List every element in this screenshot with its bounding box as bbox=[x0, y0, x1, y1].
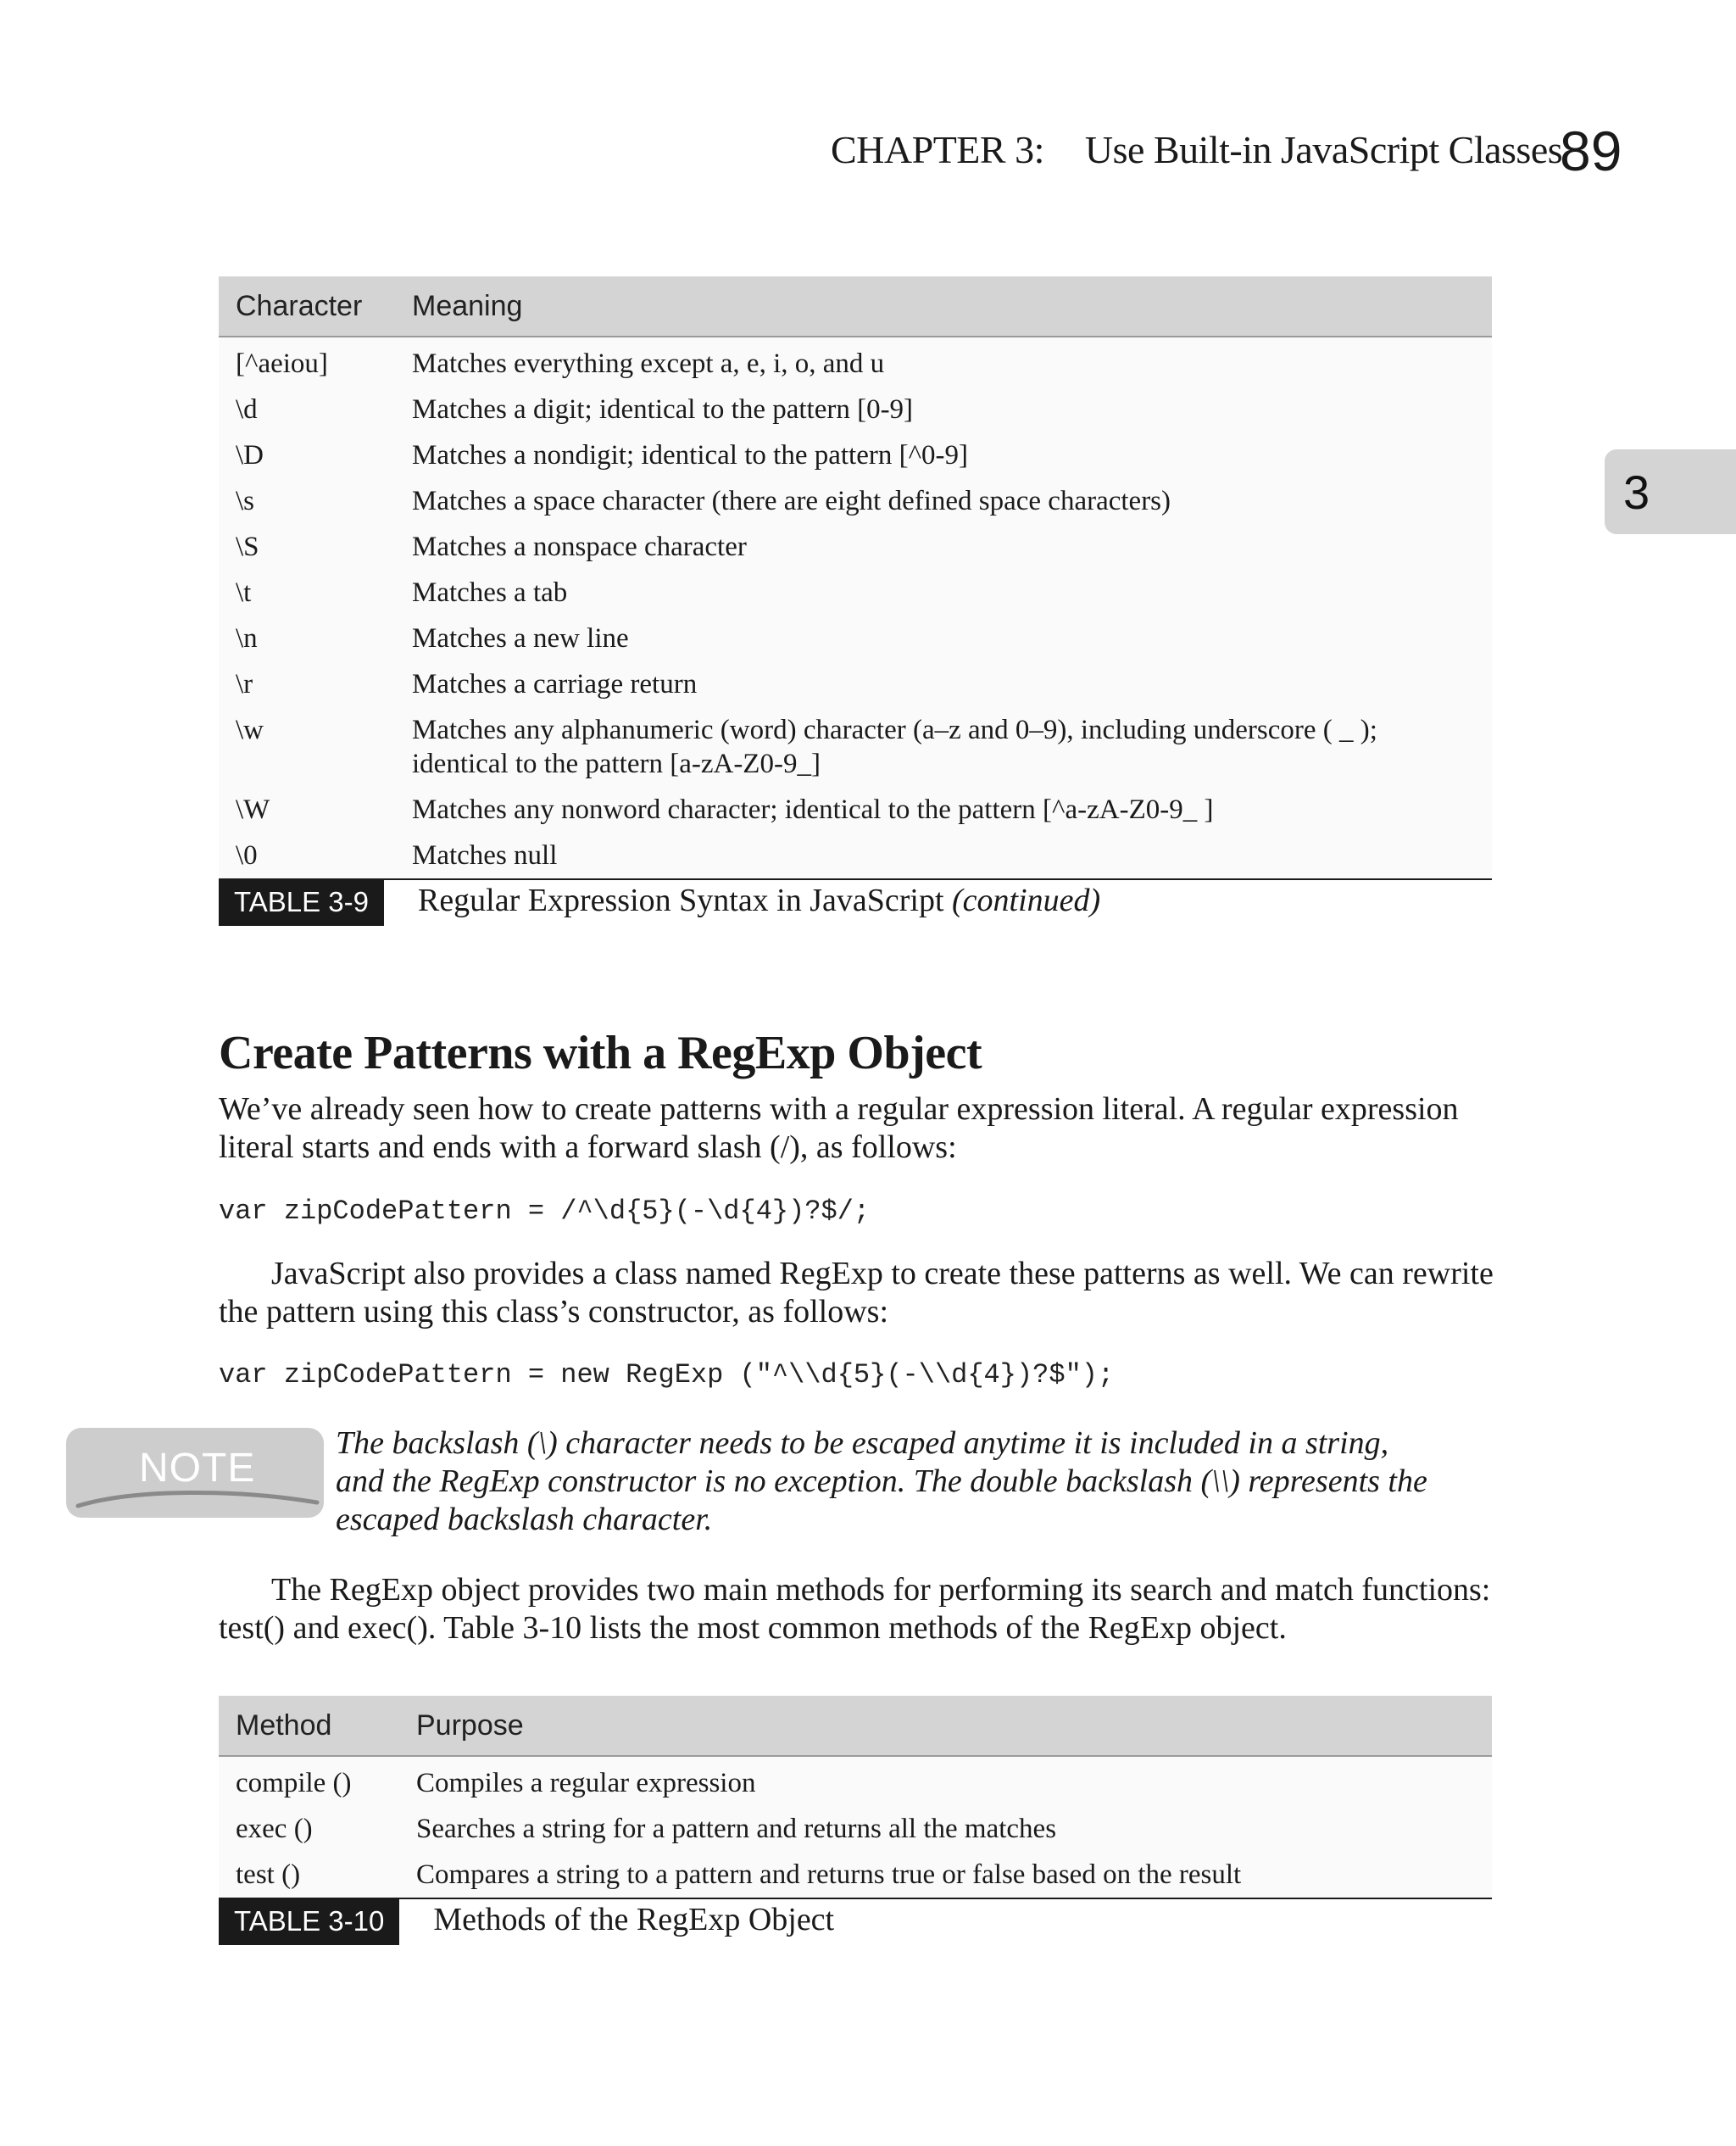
cell-meaning: Matches a tab bbox=[412, 577, 568, 608]
section-heading: Create Patterns with a RegExp Object bbox=[219, 1027, 982, 1079]
cell-meaning: Matches a space character (there are eight defined space characters) bbox=[412, 486, 1171, 516]
page-number: 89 bbox=[1560, 120, 1622, 182]
cell-meaning: Matches any alphanumeric (word) character (a–z and 0–9), including underscore ( _ ); identical to the pattern [a-zA-Z0-9_] bbox=[412, 715, 1377, 779]
table-body bbox=[219, 337, 1492, 878]
cell-meaning: Matches a nondigit; identical to the pattern [^0-9] bbox=[412, 440, 969, 471]
table-caption bbox=[219, 1899, 1492, 1945]
table-row bbox=[219, 478, 1492, 524]
cell-character: \n bbox=[236, 623, 258, 654]
cell-character: \r bbox=[236, 669, 253, 700]
cell-meaning: Matches a carriage return bbox=[412, 669, 698, 700]
paragraph-3: The RegExp object provides two main methods for performing its search and match functions: test() and exec(). Table 3-10 lists the most common methods of the RegExp object. bbox=[219, 1572, 1491, 1646]
table-caption-label: TABLE 3-10 bbox=[219, 1899, 399, 1945]
paragraph-1: We’ve already seen how to create patterns with a regular expression literal. A regular expression literal starts and ends with a forward slash (/), as follows: bbox=[219, 1091, 1459, 1165]
table-body bbox=[219, 1757, 1492, 1898]
note-text: The backslash (\) character needs to be escaped anytime it is included in a string, and the RegExp constructor is no exception. The double backslash (\\) represents the escaped backslash character. bbox=[336, 1425, 1427, 1537]
cell-character: \W bbox=[236, 794, 270, 825]
cell-meaning: Matches a digit; identical to the pattern [0-9] bbox=[412, 394, 914, 425]
cell-purpose: Compares a string to a pattern and returns true or false based on the result bbox=[416, 1859, 1242, 1890]
cell-character: \t bbox=[236, 577, 252, 608]
table-caption-label: TABLE 3-9 bbox=[219, 880, 384, 926]
table-row bbox=[219, 1852, 1492, 1898]
table-3-9 bbox=[219, 276, 1492, 926]
chapter-label: CHAPTER 3: bbox=[831, 128, 1044, 171]
cell-meaning: Matches a new line bbox=[412, 623, 629, 654]
table-row bbox=[219, 1760, 1492, 1806]
cell-meaning: Matches null bbox=[412, 840, 558, 871]
cell-character: [^aeiou] bbox=[236, 348, 328, 379]
cell-method: test () bbox=[236, 1859, 301, 1890]
column-header-method: Method bbox=[236, 1708, 332, 1742]
cell-method: exec () bbox=[236, 1814, 313, 1844]
table-row bbox=[219, 787, 1492, 833]
chapter-title: Use Built-in JavaScript Classes bbox=[1084, 128, 1563, 171]
cell-purpose: Searches a string for a pattern and returns all the matches bbox=[416, 1814, 1057, 1844]
code-line-1: var zipCodePattern = /^\d{5}(-\d{4})?$/; bbox=[219, 1196, 871, 1227]
table-row bbox=[219, 616, 1492, 661]
table-row bbox=[219, 833, 1492, 878]
running-header bbox=[831, 127, 1562, 172]
code-line-2: var zipCodePattern = new RegExp ("^\\d{5}(-\\d{4})?$"); bbox=[219, 1359, 1115, 1391]
cell-character: \S bbox=[236, 532, 259, 562]
column-header-purpose: Purpose bbox=[416, 1708, 524, 1742]
table-caption-text: Methods of the RegExp Object bbox=[433, 1902, 835, 1937]
table-header bbox=[219, 276, 1492, 337]
cell-purpose: Compiles a regular expression bbox=[416, 1768, 756, 1798]
cell-method: compile () bbox=[236, 1768, 352, 1798]
table-row bbox=[219, 432, 1492, 478]
cell-meaning: Matches any nonword character; identical to the pattern [^a-zA-Z0-9_ ] bbox=[412, 794, 1214, 825]
cell-character: \s bbox=[236, 486, 255, 516]
caption-continued: (continued) bbox=[952, 883, 1101, 918]
column-header-meaning: Meaning bbox=[412, 289, 523, 322]
cell-character: \D bbox=[236, 440, 264, 471]
table-header bbox=[219, 1696, 1492, 1757]
table-3-10 bbox=[219, 1696, 1492, 1945]
table-row bbox=[219, 387, 1492, 432]
cell-meaning: Matches a nonspace character bbox=[412, 532, 747, 562]
cell-meaning: Matches everything except a, e, i, o, and u bbox=[412, 348, 885, 379]
table-caption-text bbox=[384, 880, 1100, 919]
chapter-thumb-tab: 3 bbox=[1605, 449, 1736, 534]
cell-character: \d bbox=[236, 394, 258, 425]
column-header-character: Character bbox=[236, 289, 363, 322]
table-row bbox=[219, 661, 1492, 707]
paragraph-2: JavaScript also provides a class named RegExp to create these patterns as well. We can rewrite the pattern using this class’s constructor, as follows: bbox=[219, 1256, 1494, 1329]
table-row bbox=[219, 570, 1492, 616]
table-row bbox=[219, 1806, 1492, 1852]
table-caption bbox=[219, 880, 1492, 926]
cell-character: \w bbox=[236, 715, 264, 745]
note-label: NOTE bbox=[139, 1446, 256, 1491]
table-row bbox=[219, 707, 1492, 787]
table-row bbox=[219, 524, 1492, 570]
cell-character: \0 bbox=[236, 840, 258, 871]
note-badge bbox=[66, 1428, 324, 1518]
caption-title: Regular Expression Syntax in JavaScript bbox=[417, 883, 944, 918]
table-row bbox=[219, 341, 1492, 387]
